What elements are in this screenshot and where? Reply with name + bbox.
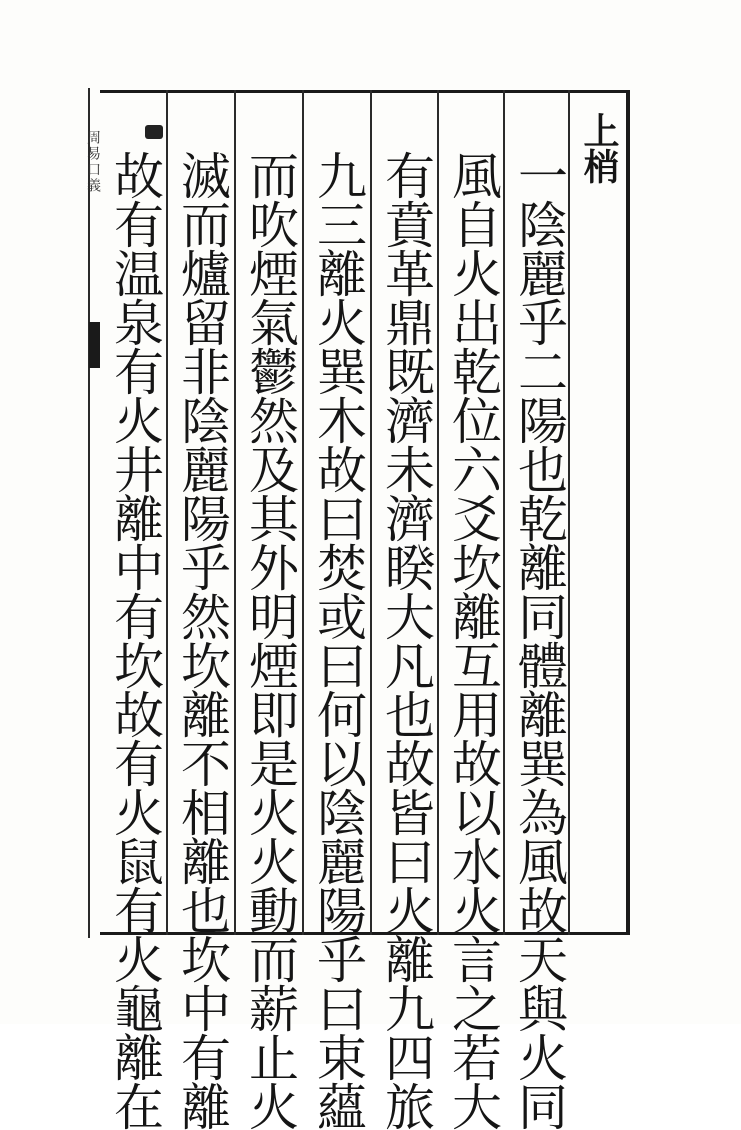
text-column-6: 滅而爐留非陰麗陽乎然坎離不相離也坎中有離 [173,150,231,1130]
column-rule [370,90,372,935]
page-header: 上梢 [578,112,620,184]
text-column-4: 九三離火巽木故曰焚或曰何以陰麗陽乎曰束蘊 [309,150,367,1130]
column-rule [166,90,168,935]
text-column-1: 一陰麗乎二陽也乾離同體離巽為風故天與火同 [510,150,568,1130]
text-column-3: 有賁革鼎既濟未濟睽大凡也故皆曰火離九四旅 [377,150,435,1130]
margin-label: 周易口義 [85,130,101,194]
text-column-5: 而吹煙氣鬱然及其外明煙即是火火動而薪止火 [241,150,299,1130]
column-rule [568,90,570,935]
ink-mark [145,125,163,139]
column-rule [302,90,304,935]
column-rule [503,90,505,935]
text-column-7: 故有温泉有火井離中有坎故有火鼠有火龜離在 [106,150,164,1130]
text-column-2: 風自火出乾位六爻坎離互用故以水火言之若大 [444,150,502,1130]
column-rule [437,90,439,935]
column-rule [234,90,236,935]
fish-tail-mark [89,322,100,368]
